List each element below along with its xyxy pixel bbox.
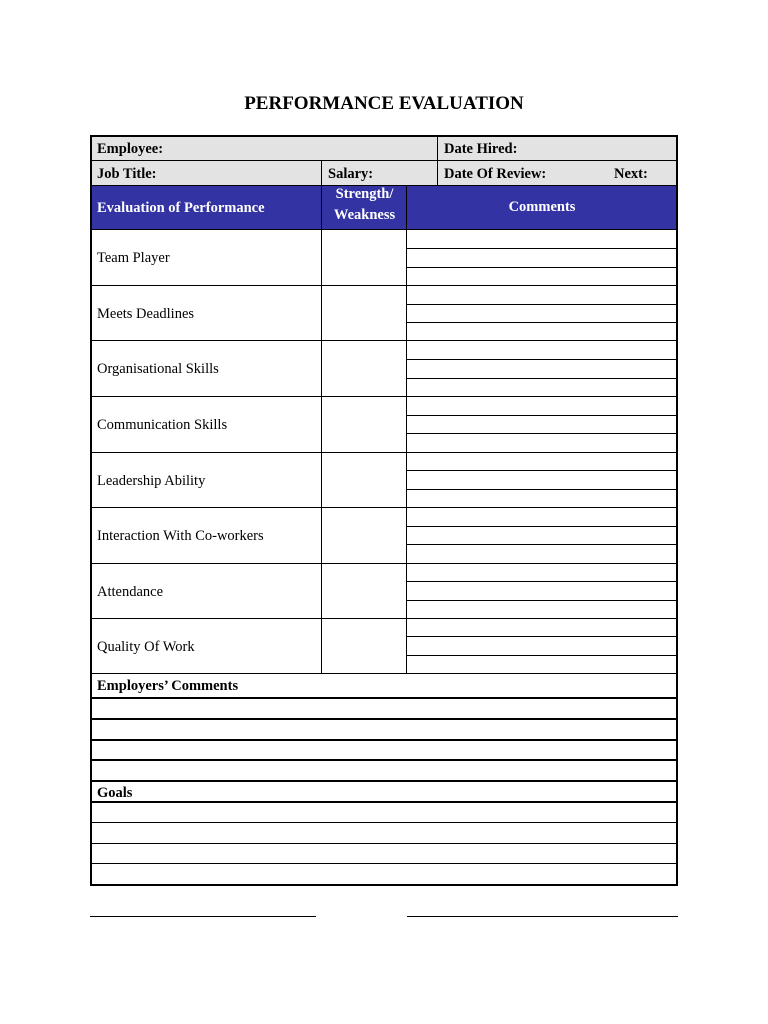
- comment-subline: [407, 267, 677, 268]
- employers-comment-line-4[interactable]: [92, 762, 676, 780]
- criteria-label-communication-skills: Communication Skills: [97, 417, 228, 433]
- employers-section-line: [91, 739, 677, 741]
- header-strength-weakness: [322, 184, 407, 226]
- comment-subline: [407, 544, 677, 545]
- row-divider-8: [91, 673, 677, 674]
- signature-line-right[interactable]: [407, 916, 678, 917]
- row-divider-5: [91, 507, 677, 508]
- row-divider-3: [91, 396, 677, 397]
- info-vdivider-salary: [321, 161, 322, 186]
- comment-subline: [407, 489, 677, 490]
- page-title: PERFORMANCE EVALUATION: [244, 93, 524, 114]
- goals-line-2[interactable]: [92, 824, 676, 843]
- comment-subline: [407, 636, 677, 637]
- goals-line-1[interactable]: [92, 804, 676, 822]
- strength-input-interaction[interactable]: [322, 508, 407, 564]
- info-row-job-bg: [91, 161, 677, 186]
- comment-subline: [407, 600, 677, 601]
- employers-comment-line-2[interactable]: [92, 721, 676, 739]
- header-bottom-line: [91, 229, 677, 230]
- criteria-label-attendance: Attendance: [97, 584, 164, 600]
- signature-line-left[interactable]: [90, 916, 316, 917]
- employers-comment-line-3[interactable]: [92, 741, 676, 760]
- comment-subline: [407, 359, 677, 360]
- employers-comment-line-1[interactable]: [92, 700, 676, 719]
- row-divider-6: [91, 563, 677, 564]
- date-hired-label: Date Hired:: [444, 141, 518, 157]
- strength-input-meets-deadlines[interactable]: [322, 286, 407, 341]
- table-border-left: [90, 135, 92, 886]
- criteria-label-meets-deadlines: Meets Deadlines: [97, 306, 195, 322]
- info-divider-2: [91, 185, 677, 186]
- strength-input-organisational-skills[interactable]: [322, 341, 407, 397]
- employers-section-line: [91, 718, 677, 720]
- next-label: Next:: [614, 166, 648, 182]
- strength-input-leadership-ability[interactable]: [322, 453, 407, 508]
- comment-subline: [407, 526, 677, 527]
- employers-comments-label: Employers’ Comments: [97, 678, 239, 694]
- comment-subline: [407, 322, 677, 323]
- info-row-employee-bg: [91, 137, 677, 161]
- goals-line-4[interactable]: [92, 865, 676, 884]
- comment-subline: [407, 433, 677, 434]
- criteria-label-quality-of-work: Quality Of Work: [97, 639, 195, 655]
- criteria-label-team-player: Team Player: [97, 250, 170, 266]
- employers-section-line: [91, 759, 677, 761]
- goals-line-3[interactable]: [92, 845, 676, 863]
- employers-section-line: [91, 697, 677, 699]
- strength-input-attendance[interactable]: [322, 564, 407, 619]
- criteria-label-interaction: Interaction With Co-workers: [97, 528, 264, 544]
- employee-label: Employee:: [97, 141, 164, 157]
- criteria-label-leadership-ability: Leadership Ability: [97, 473, 206, 489]
- strength-input-quality-of-work[interactable]: [322, 619, 407, 674]
- col-divider-1: [321, 186, 322, 674]
- comment-subline: [407, 378, 677, 379]
- job-title-label: Job Title:: [97, 166, 157, 182]
- comment-subline: [407, 248, 677, 249]
- goals-section-line: [91, 843, 677, 844]
- goals-section-line: [91, 863, 677, 864]
- info-divider-1: [91, 160, 677, 161]
- comment-subline: [407, 655, 677, 656]
- comment-subline: [407, 470, 677, 471]
- header-weakness: Weakness: [333, 207, 396, 223]
- info-vdivider-date: [437, 136, 438, 186]
- comment-subline: [407, 581, 677, 582]
- row-divider-7: [91, 618, 677, 619]
- header-evaluation: Evaluation of Performance: [97, 200, 265, 216]
- goals-section-line: [91, 822, 677, 823]
- date-of-review-label: Date Of Review:: [444, 166, 547, 182]
- goals-label: Goals: [97, 785, 133, 801]
- row-divider-4: [91, 452, 677, 453]
- criteria-label-organisational-skills: Organisational Skills: [97, 361, 219, 377]
- comment-subline: [407, 415, 677, 416]
- row-divider-2: [91, 340, 677, 341]
- salary-label: Salary:: [328, 166, 374, 182]
- strength-input-team-player[interactable]: [322, 230, 407, 286]
- row-divider-1: [91, 285, 677, 286]
- strength-input-communication-skills[interactable]: [322, 397, 407, 453]
- header-comments: Comments: [508, 199, 576, 215]
- goals-section-line: [91, 801, 677, 803]
- table-border-top: [90, 135, 678, 137]
- table-border-bottom: [90, 884, 678, 886]
- comment-subline: [407, 304, 677, 305]
- header-strength: Strength/: [335, 186, 394, 202]
- employers-section-line: [91, 780, 677, 782]
